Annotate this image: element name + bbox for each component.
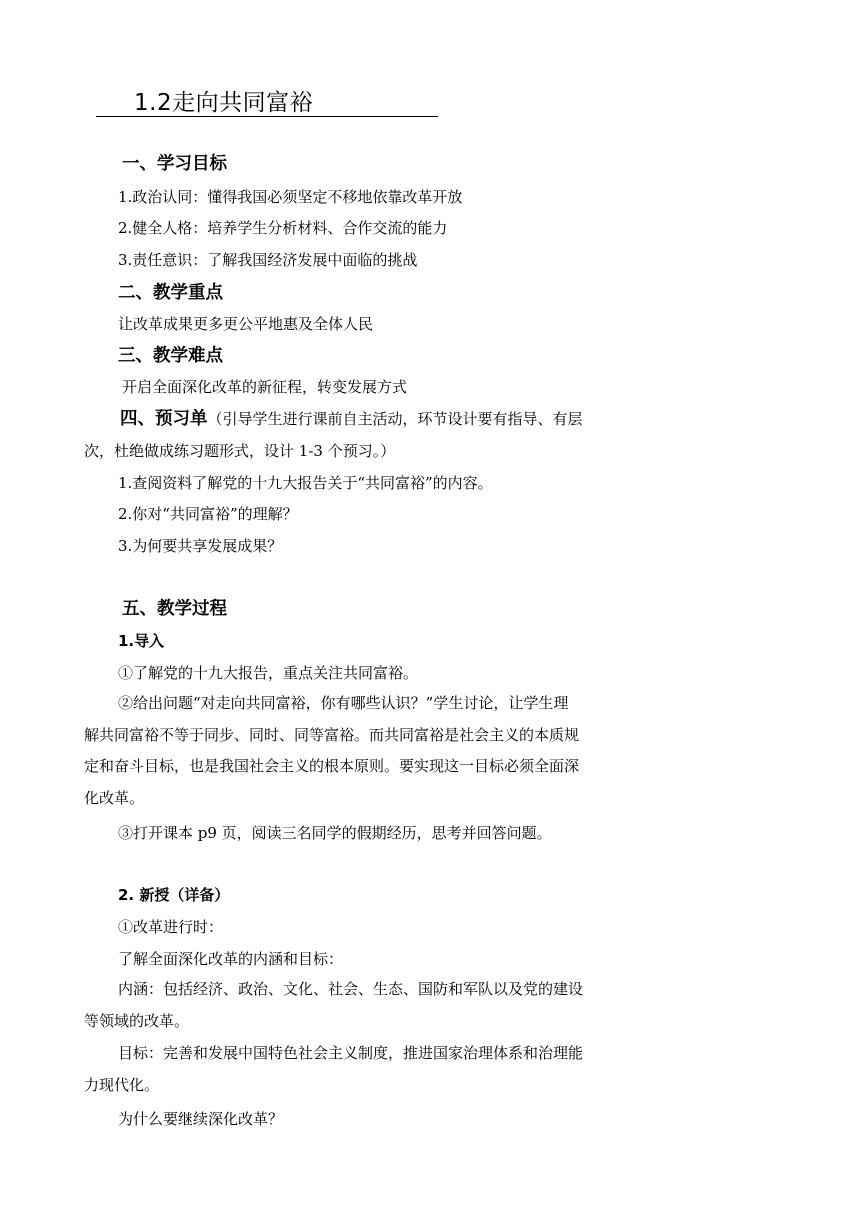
preview-note: （引导学生进行课前自主活动，环节设计要有指导、有层 xyxy=(207,410,583,428)
preview-item: 2.你对“共同富裕”的理解？ xyxy=(118,505,298,523)
preview-heading-label: 四、预习单 xyxy=(120,409,208,429)
lesson-line: 等领域的改革。 xyxy=(84,1012,190,1030)
lesson-line: 力现代化。 xyxy=(84,1076,160,1094)
section-heading-process: 五、教学过程 xyxy=(122,599,227,619)
intro-paragraph-line: 定和奋斗目标，也是我国社会主义的根本原则。要实现这一目标必须全面深 xyxy=(84,757,580,775)
section-heading-preview xyxy=(120,406,583,432)
key-point-text: 让改革成果更多更公平地惠及全体人民 xyxy=(118,315,374,333)
lesson-question: 为什么要继续深化改革？ xyxy=(118,1110,284,1128)
preview-item: 1.查阅资料了解党的十九大报告关于“共同富裕”的内容。 xyxy=(118,474,493,492)
intro-paragraph-line: 解共同富裕不等于同步、同时、同等富裕。而共同富裕是社会主义的本质规 xyxy=(84,726,580,744)
section-heading-key-points: 二、教学重点 xyxy=(118,283,223,303)
document-title xyxy=(96,82,438,117)
lesson-line: 目标：完善和发展中国特色社会主义制度，推进国家治理体系和治理能 xyxy=(118,1044,584,1062)
intro-paragraph-line: ②给出问题“对走向共同富裕，你有哪些认识？”学生讨论，让学生理 xyxy=(118,694,569,712)
difficulty-text: 开启全面深化改革的新征程，转变发展方式 xyxy=(122,378,408,396)
subheading-new-lesson: 2. 新授（详备） xyxy=(118,886,230,904)
title-text: 1.2走向共同富裕 xyxy=(134,90,314,116)
objective-item: 3.责任意识：了解我国经济发展中面临的挑战 xyxy=(118,251,418,269)
section-heading-difficulties: 三、教学难点 xyxy=(118,346,223,366)
preview-note-continued: 次，杜绝做成练习题形式，设计 1-3 个预习。） xyxy=(84,442,396,460)
preview-item: 3.为何要共享发展成果？ xyxy=(118,537,283,555)
intro-paragraph: ①了解党的十九大报告，重点关注共同富裕。 xyxy=(118,664,419,682)
intro-paragraph-line: 化改革。 xyxy=(84,789,145,807)
lesson-line: 了解全面深化改革的内涵和目标： xyxy=(118,950,344,968)
section-heading-objectives: 一、学习目标 xyxy=(122,154,227,174)
subheading-intro: 1.导入 xyxy=(118,632,165,650)
objective-item: 2.健全人格：培养学生分析材料、合作交流的能力 xyxy=(118,219,448,237)
objective-item: 1.政治认同：懂得我国必须坚定不移地依靠改革开放 xyxy=(118,188,463,206)
lesson-line: 内涵：包括经济、政治、文化、社会、生态、国防和军队以及党的建设 xyxy=(118,980,584,998)
intro-paragraph: ③打开课本 p9 页，阅读三名同学的假期经历，思考并回答问题。 xyxy=(118,824,552,842)
lesson-line: ①改革进行时： xyxy=(118,918,224,936)
